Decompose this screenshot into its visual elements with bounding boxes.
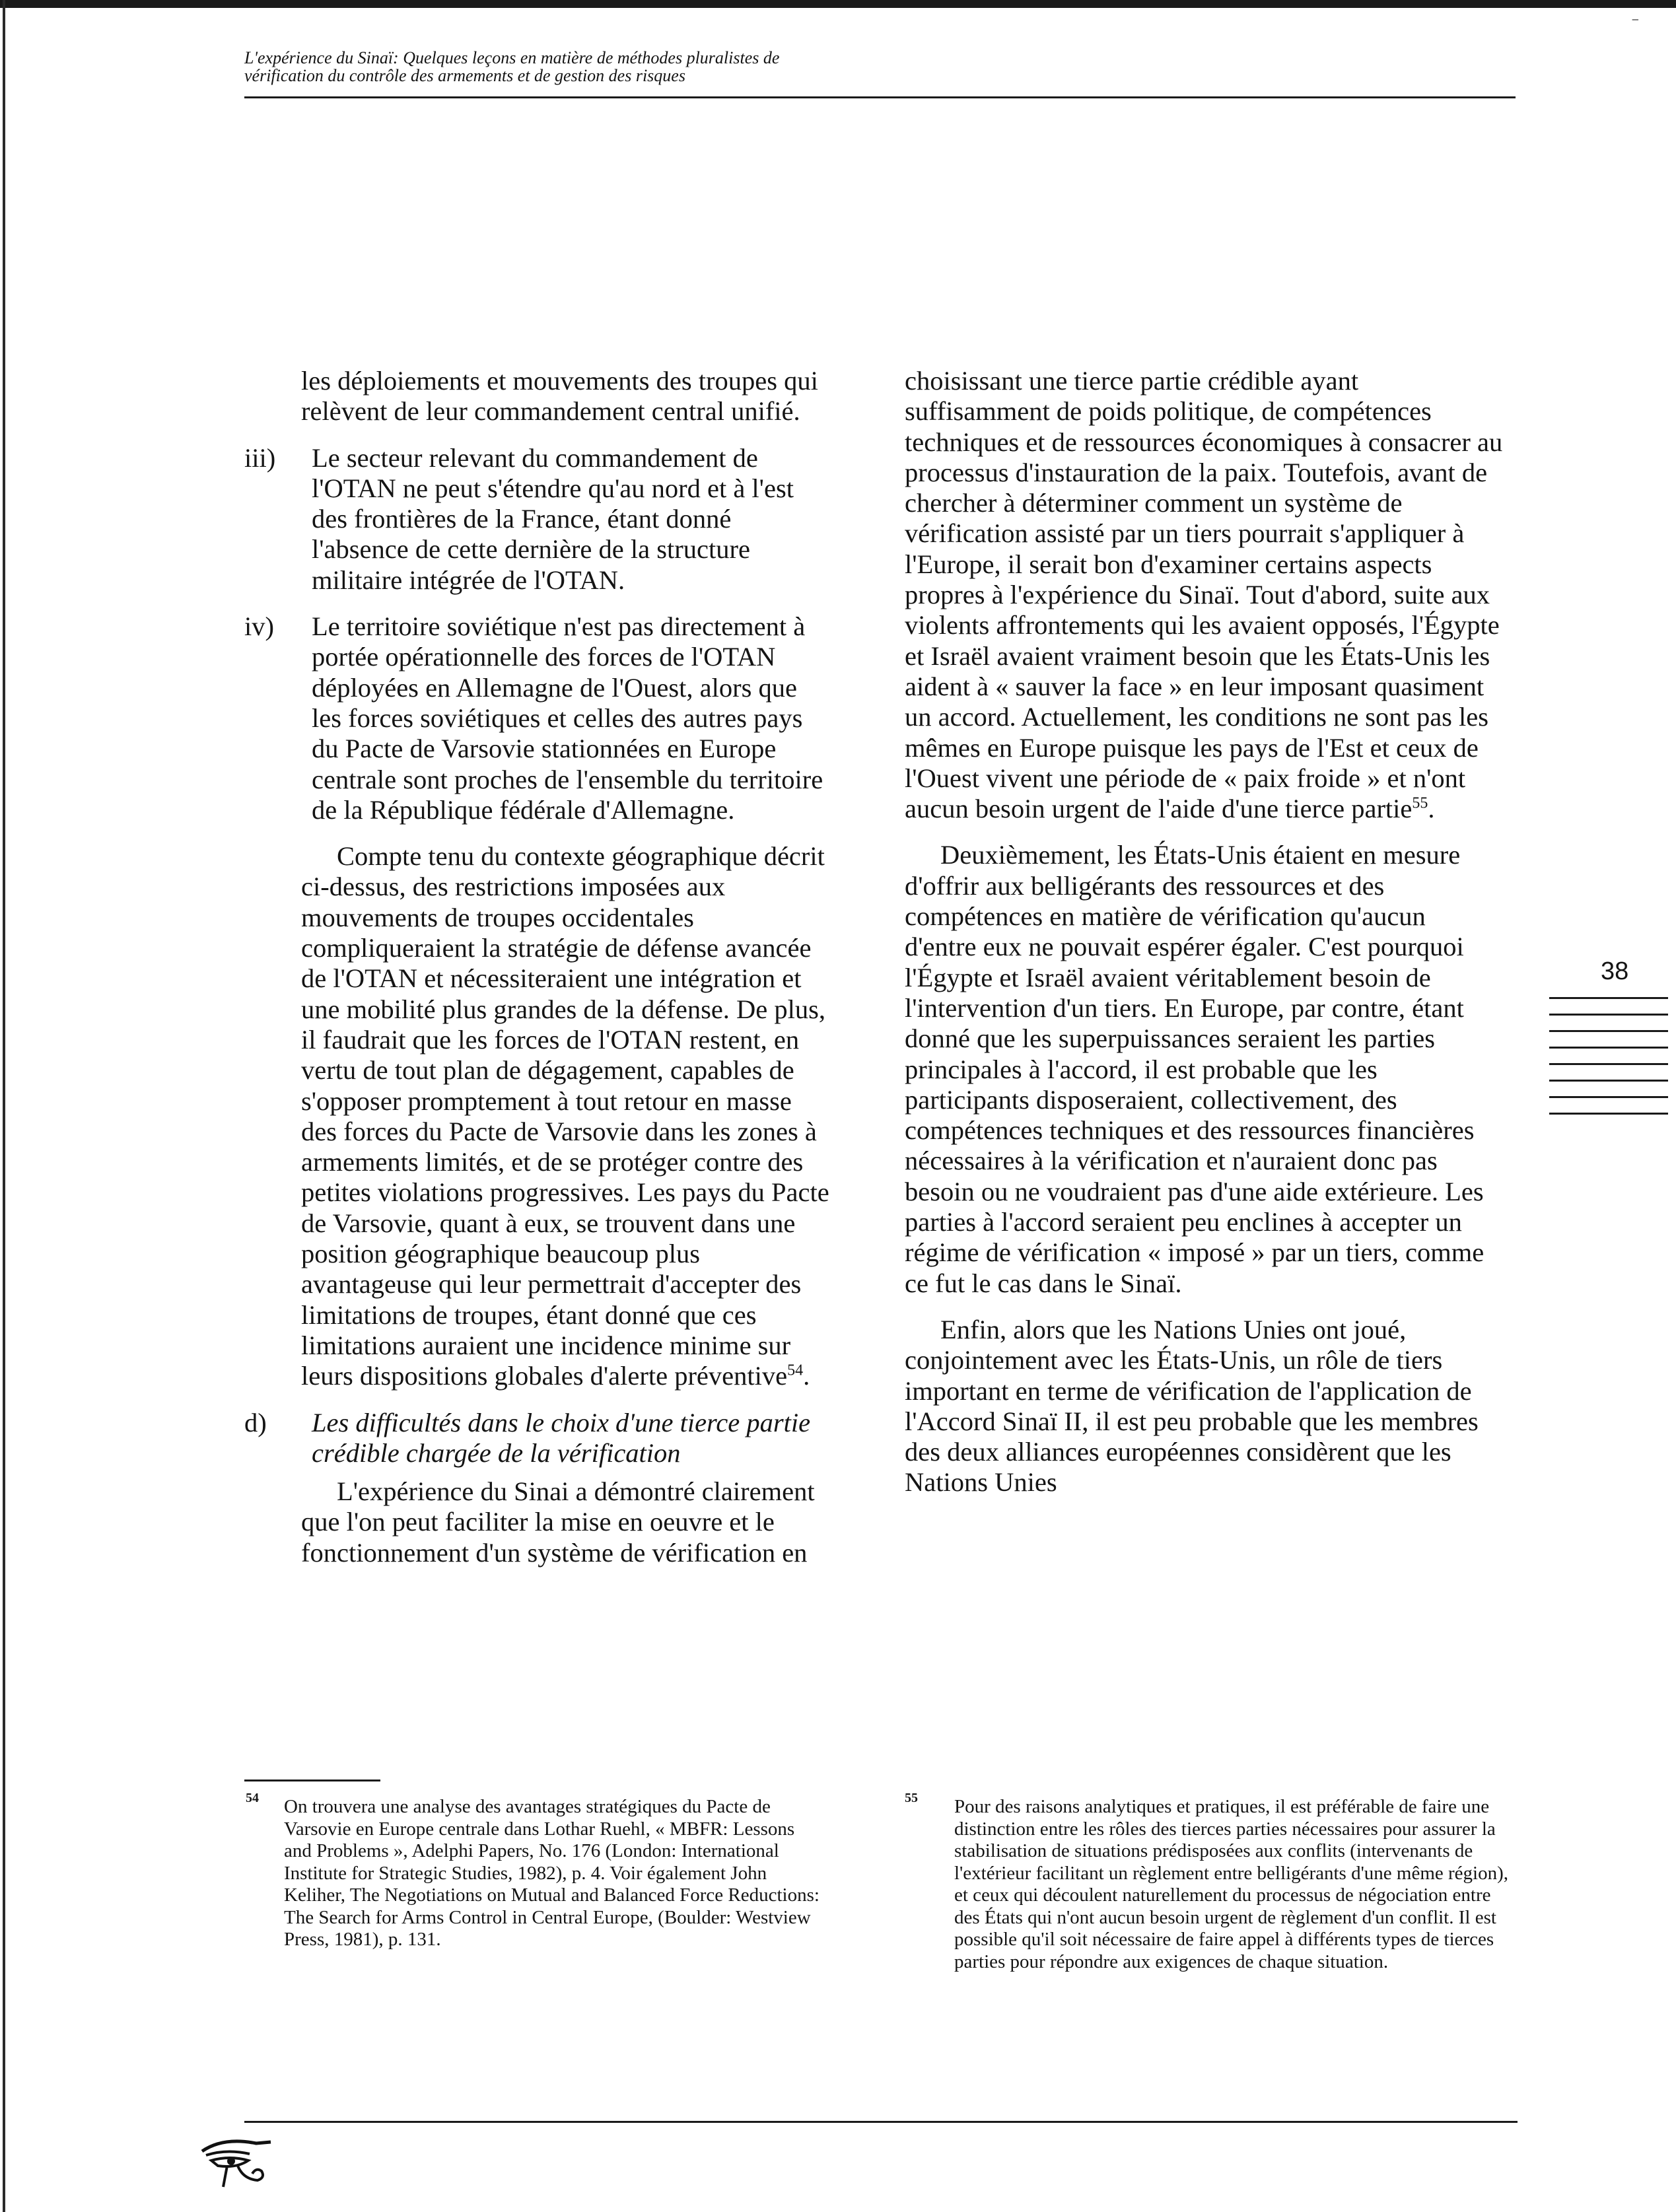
- paragraph-text: Compte tenu du contexte géographique décrit ci-dessus, des restrictions imposées aux mouvements de troupes occidentales compliqueraient la stratégie de défense avancée de l'OTAN et nécessiteraient une intégration et une mobilité plus grandes de la défense. De plus, il faudrait que les forces de l'OTAN restent, en vertu de tout plan de dégagement, capables de s'opposer promptement à tout retour en masse des forces du Pacte de Varsovie dans les zones à armements limités, et de se protéger contre des petites violations progressives. Les pays du Pacte de Varsovie, quant à eux, se trouvent dans une position géographique beaucoup plus avantageuse qui leur permettrait d'accepter des limitations de troupes, étant donné que ces limitations auraient une incidence minime sur leurs dispositions globales d'alerte préventive: [301, 841, 829, 1391]
- margin-line: [1549, 1080, 1668, 1082]
- margin-lines: [1549, 997, 1668, 1129]
- continued-paragraph: les déploiements et mouvements des troupes qui relèvent de leur commandement central unifié.: [301, 366, 818, 427]
- left-border: [3, 0, 5, 2212]
- top-border: [0, 0, 1676, 8]
- list-item-text: Le territoire soviétique n'est pas directement à portée opérationnelle des forces de l'OTAN déployées en Allemagne de l'Ouest, alors que les forces soviétiques et celles des autres pays du Pacte de Varsovie stationnées en Europe centrale sont proches de l'ensemble du territoire de la République fédérale d'Allemagne.: [312, 611, 823, 825]
- paragraph-compte-tenu: Compte tenu du contexte géographique décrit ci-dessus, des restrictions imposées aux mouvements de troupes occidentales compliqueraient la stratégie de défense avancée de l'OTAN et nécessiteraient une intégration et une mobilité plus grandes de la défense. De plus, il faudrait que les forces de l'OTAN restent, en vertu de tout plan de dégagement, capables de s'opposer promptement à tout retour en masse des forces du Pacte de Varsovie dans les zones à armements limités, et de se protéger contre des petites violations progressives. Les pays du Pacte de Varsovie, quant à eux, se trouvent dans une position géographique beaucoup plus avantageuse qui leur permettrait d'accepter des limitations de troupes, étant donné que ces limitations auraient une incidence minime sur leurs dispositions globales d'alerte préventive$^{54}$.: [301, 841, 829, 1391]
- margin-line: [1549, 1030, 1668, 1032]
- section-heading-d: [244, 1407, 833, 1469]
- paragraph-choisissant: choisissant une tierce partie crédible ayant suffisamment de poids politique, de compétences techniques et de ressources économiques à consacrer au processus d'instauration de la paix. Toutefois, avant de chercher à déterminer comment un système de vérification assisté par un tiers pourrait s'appliquer à l'Europe, il serait bon d'examiner certains aspects propres à l'expérience du Sinaï. Tout d'abord, suite aux violents affrontements qui les avaient opposés, l'Égypte et Israël avaient vraiment besoin que les États-Unis les aident à « sauver la face » en leur imposant quasiment un accord. Actuellement, les conditions ne sont pas les mêmes en Europe puisque les pays de l'Est et ceux de l'Ouest vivent une période de « paix froide » et n'ont aucun besoin urgent de l'aide d'une tierce partie$^{55}$.: [905, 366, 1503, 824]
- list-item-iii: [244, 442, 833, 596]
- header-line-2: vérification du contrôle des armements et de gestion des risques: [244, 66, 685, 85]
- header-line-1: L'expérience du Sinaï: Quelques leçons en matière de méthodes pluralistes de: [244, 48, 780, 67]
- paragraph-experience: L'expérience du Sinai a démontré clairement que l'on peut faciliter la mise en oeuvre et le fonctionnement d'un système de vérification en: [301, 1476, 815, 1568]
- page-number: 38: [1601, 957, 1629, 985]
- paragraph-deuxiemement: Deuxièmement, les États-Unis étaient en mesure d'offrir aux belligérants des ressources et des compétences en matière de vérification qu'aucun d'entre eux ne pouvait espérer égaler. C'est pourquoi l'Égypte et Israël avaient véritablement besoin de l'intervention d'un tiers. En Europe, par contre, étant donné que les superpuissances seraient les parties principales à l'accord, il est probable que les participants disposeraient, collectivement, des compétences techniques et des ressources financières nécessaires à la vérification et n'auraient donc pas besoin ou ne voudraient pas d'une aide extérieure. Les parties à l'accord seraient peu enclines à accepter un régime de vérification « imposé » par un tiers, comme ce fut le cas dans le Sinaï.: [905, 840, 1484, 1298]
- left-column: [244, 366, 833, 1568]
- margin-line: [1549, 1014, 1668, 1016]
- footnote-number-54: 54: [246, 1791, 259, 1805]
- footnote-rule-left: [244, 1780, 380, 1781]
- header-rule: [244, 96, 1516, 98]
- footnote-54: On trouvera une analyse des avantages stratégiques du Pacte de Varsovie en Europe centrale dans Lothar Ruehl, « MBFR: Lessons and Problems », Adelphi Papers, No. 176 (London: International Institute for Strategic Studies, 1982), p. 4. Voir également John Keliher, The Negotiations on Mutual and Balanced Force Reductions: The Search for Arms Control in Central Europe, (Boulder: Westview Press, 1981), p. 131.: [284, 1796, 820, 1950]
- section-heading-number: d): [244, 1407, 267, 1437]
- corner-mark: ⁻: [1631, 15, 1640, 32]
- margin-line: [1549, 1113, 1668, 1115]
- footnote-ref-55[interactable]: 55: [1412, 794, 1428, 812]
- section-heading-text: Les difficultés dans le choix d'une tierce partie crédible chargée de la vérification: [312, 1407, 811, 1468]
- right-column: [905, 366, 1504, 1498]
- eye-of-horus-logo-icon: [197, 2131, 276, 2191]
- paragraph-enfin: Enfin, alors que les Nations Unies ont joué, conjointement avec les États-Unis, un rôle de tiers important en terme de vérification de l'application de l'Accord Sinaï II, il est peu probable que les membres des deux alliances européennes considèrent que les Nations Unies: [905, 1314, 1479, 1498]
- footnote-ref-54[interactable]: 54: [787, 1362, 804, 1379]
- running-header: [244, 49, 1539, 85]
- footnote-number-55: 55: [905, 1791, 918, 1805]
- margin-line: [1549, 997, 1668, 999]
- list-item-number: iv): [244, 611, 274, 642]
- footnote-55: Pour des raisons analytiques et pratiques, il est préférable de faire une distinction entre les rôles des tierces parties nécessaires pour assurer la stabilisation de situations prédisposées aux conflits (intervenants de l'extérieur facilitant un règlement entre belligérants d'une même région), et ceux qui découlent naturellement du processus de négociation entre des États qui n'ont aucun besoin urgent de règlement d'un conflit. Il est possible qu'il soit nécessaire de faire appel à différents types de tierces parties pour répondre aux exigences de chaque situation.: [954, 1796, 1509, 1972]
- margin-line: [1549, 1063, 1668, 1065]
- paragraph-text: choisissant une tierce partie crédible ayant suffisamment de poids politique, de compétences techniques et de ressources économiques à consacrer au processus d'instauration de la paix. Toutefois, avant de chercher à déterminer comment un système de vérification assisté par un tiers pourrait s'appliquer à l'Europe, il serait bon d'examiner certains aspects propres à l'expérience du Sinaï. Tout d'abord, suite aux violents affrontements qui les avaient opposés, l'Égypte et Israël avaient vraiment besoin que les États-Unis les aident à « sauver la face » en leur imposant quasiment un accord. Actuellement, les conditions ne sont pas les mêmes en Europe puisque les pays de l'Est et ceux de l'Ouest vivent une période de « paix froide » et n'ont aucun besoin urgent de l'aide d'une tierce partie: [905, 366, 1503, 824]
- bottom-rule: [244, 2121, 1518, 2123]
- list-item-iv: [244, 611, 833, 825]
- margin-line: [1549, 1047, 1668, 1049]
- margin-line: [1549, 1096, 1668, 1098]
- list-item-text: Le secteur relevant du commandement de l'OTAN ne peut s'étendre qu'au nord et à l'est des frontières de la France, étant donné l'absence de cette dernière de la structure militaire intégrée de l'OTAN.: [312, 442, 794, 595]
- list-item-number: iii): [244, 442, 276, 473]
